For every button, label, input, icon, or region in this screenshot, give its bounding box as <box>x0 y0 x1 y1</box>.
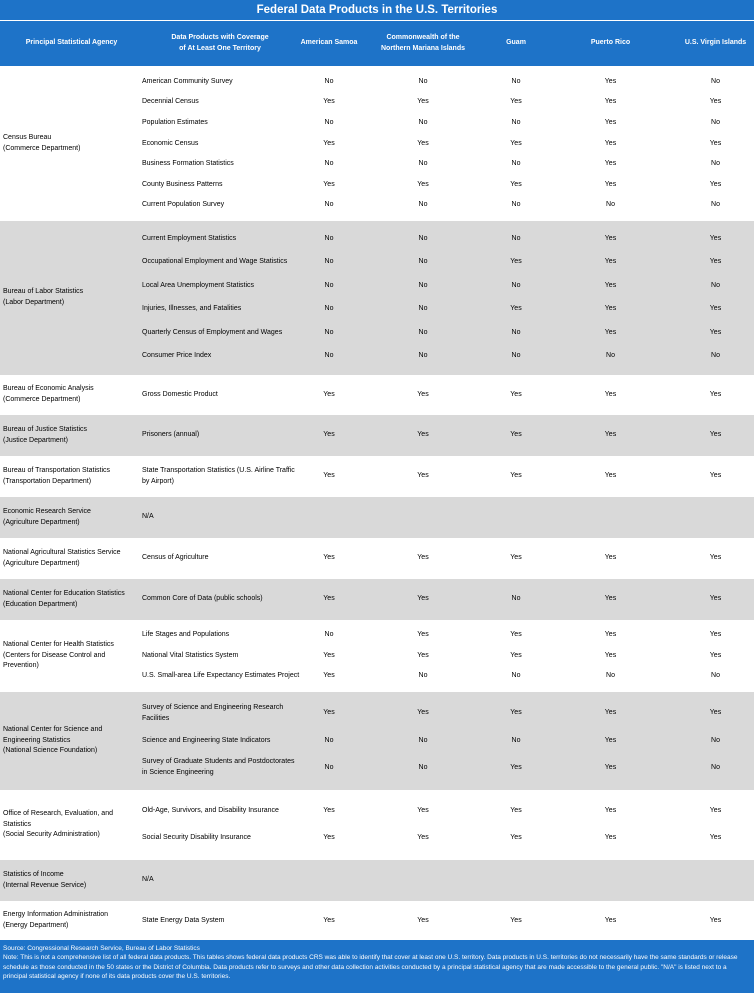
agency-group <box>0 456 754 497</box>
coverage-cell: Yes <box>510 763 522 771</box>
product-name: Population Estimates <box>142 118 208 126</box>
coverage-cell: No <box>711 160 720 168</box>
coverage-cell: Yes <box>709 807 722 815</box>
agency-name <box>0 790 140 860</box>
coverage-cell: Yes <box>604 709 617 717</box>
product-name: Decennial Census <box>142 98 199 106</box>
coverage-cell: Yes <box>417 651 429 659</box>
coverage-cell: Yes <box>417 807 429 815</box>
coverage-cell: No <box>606 201 615 209</box>
footer-source: Source: Congressional Research Service, Bureau of Labor Statistics <box>3 945 200 952</box>
coverage-cell: No <box>511 352 521 360</box>
table-row <box>140 351 754 362</box>
coverage-cell: Yes <box>510 258 522 266</box>
coverage-cell: No <box>324 201 334 209</box>
coverage-cell: No <box>418 281 428 289</box>
coverage-cell: Yes <box>323 651 335 659</box>
table-row <box>140 139 754 150</box>
coverage-cell: Yes <box>417 834 429 842</box>
agency-group <box>0 375 754 415</box>
agency-name-line: Statistics <box>3 820 32 828</box>
coverage-cell: No <box>324 118 334 126</box>
coverage-cell: No <box>711 352 720 360</box>
product-name: Local Area Unemployment Statistics <box>142 281 255 289</box>
coverage-cell: No <box>324 77 334 85</box>
agency-group <box>0 860 754 901</box>
product-name: State Transportation Statistics (U.S. Airline Traffic by Airport) <box>142 466 295 485</box>
agency-group <box>0 221 754 375</box>
agency-name-line: (Justice Department) <box>3 436 68 444</box>
coverage-cell: Yes <box>417 709 429 717</box>
agency-group <box>0 67 754 221</box>
agency-name <box>0 538 140 579</box>
agency-name-line: (Agriculture Department) <box>3 518 80 526</box>
agency-name-line: Bureau of Economic Analysis <box>3 385 94 393</box>
coverage-cell: Yes <box>604 431 617 439</box>
header-american-samoa: American Samoa <box>300 39 358 47</box>
coverage-cell: No <box>418 328 428 336</box>
coverage-cell: No <box>418 118 428 126</box>
product-name: Occupational Employment and Wage Statistics <box>142 258 288 266</box>
coverage-cell: Yes <box>323 98 335 106</box>
table-row <box>140 77 754 88</box>
agency-name-line: (Social Security Administration) <box>3 831 100 839</box>
coverage-cell: Yes <box>417 472 429 480</box>
coverage-cell: Yes <box>709 651 722 659</box>
header-cnmi: Commonwealth of the Northern Mariana Islands <box>380 34 466 52</box>
coverage-cell: No <box>511 328 521 336</box>
product-name: American Community Survey <box>142 77 233 85</box>
product-name: Science and Engineering State Indicators <box>142 736 271 744</box>
coverage-cell: Yes <box>709 709 722 717</box>
coverage-cell: Yes <box>709 305 722 313</box>
agency-name-line: (Education Department) <box>3 600 78 608</box>
coverage-cell: Yes <box>709 258 722 266</box>
product-name: Life Stages and Populations <box>142 630 230 638</box>
table-footer <box>0 940 754 993</box>
agency-group <box>0 620 754 692</box>
agency-name-line: (Commerce Department) <box>3 145 81 152</box>
product-name: Social Security Disability Insurance <box>142 834 251 842</box>
agency-name <box>0 692 140 790</box>
coverage-cell: Yes <box>323 834 335 842</box>
coverage-cell: No <box>711 736 720 744</box>
table-row <box>140 281 754 292</box>
coverage-cell: Yes <box>604 281 617 289</box>
agency-name-line: Energy Information Administration <box>3 911 109 919</box>
coverage-cell: No <box>711 118 720 126</box>
coverage-cell: No <box>511 234 521 242</box>
coverage-cell: Yes <box>510 709 522 717</box>
product-name: Survey of Science and Engineering Research Facilities <box>142 703 284 722</box>
table-row <box>140 304 754 315</box>
coverage-cell: Yes <box>510 180 522 188</box>
agency-name-line: (Agriculture Department) <box>3 559 80 567</box>
agency-name <box>0 901 140 941</box>
table-row <box>140 703 754 725</box>
coverage-cell: No <box>324 234 334 242</box>
coverage-cell: Yes <box>323 180 335 188</box>
agency-name <box>0 579 140 620</box>
coverage-cell: Yes <box>604 651 617 659</box>
coverage-cell: No <box>711 281 720 289</box>
header-guam: Guam <box>506 39 526 47</box>
coverage-cell: Yes <box>417 595 429 603</box>
coverage-cell: Yes <box>323 916 335 924</box>
table-row <box>140 430 754 441</box>
coverage-cell: Yes <box>709 180 722 188</box>
coverage-cell: Yes <box>709 390 722 398</box>
coverage-cell: No <box>511 281 521 289</box>
coverage-cell: Yes <box>604 807 617 815</box>
coverage-cell: Yes <box>323 807 335 815</box>
coverage-cell: No <box>511 77 521 85</box>
agency-name-line: (Labor Department) <box>3 299 65 306</box>
coverage-cell: Yes <box>709 834 722 842</box>
agency-name-line: (Centers for Disease Control and <box>3 651 106 659</box>
product-name: U.S. Small-area Life Expectancy Estimates Project <box>142 672 300 680</box>
coverage-cell: Yes <box>510 554 522 562</box>
table-row <box>140 234 754 245</box>
coverage-cell: No <box>418 234 428 242</box>
agency-name <box>0 221 140 375</box>
product-name: Business Formation Statistics <box>142 160 234 168</box>
coverage-cell: Yes <box>417 431 429 439</box>
coverage-cell: No <box>606 352 615 360</box>
coverage-cell: No <box>418 763 428 771</box>
header-us-virgin-islands: U.S. Virgin Islands <box>684 39 747 47</box>
coverage-cell: Yes <box>323 139 335 147</box>
agency-name-line: National Center for Health Statistics <box>3 640 114 648</box>
table-row <box>140 200 754 211</box>
coverage-cell: Yes <box>604 139 617 147</box>
coverage-cell: No <box>606 672 615 680</box>
coverage-cell: No <box>418 160 428 168</box>
coverage-cell: Yes <box>417 390 429 398</box>
coverage-cell: Yes <box>604 258 617 266</box>
coverage-cell: Yes <box>709 595 722 603</box>
table-row <box>140 118 754 129</box>
coverage-cell: No <box>418 672 428 680</box>
coverage-cell: Yes <box>323 709 335 717</box>
coverage-cell: Yes <box>604 834 617 842</box>
header-puerto-rico: Puerto Rico <box>590 39 631 47</box>
agency-group <box>0 579 754 620</box>
product-name: Prisoners (annual) <box>142 431 200 439</box>
product-name: Gross Domestic Product <box>142 390 218 398</box>
table-row <box>140 757 754 779</box>
coverage-cell: No <box>511 672 521 680</box>
coverage-cell: Yes <box>709 916 722 924</box>
coverage-cell: Yes <box>510 431 522 439</box>
agency-name-line: National Center for Science and <box>3 725 103 733</box>
coverage-cell: No <box>418 736 428 744</box>
agency-group <box>0 790 754 860</box>
coverage-cell: Yes <box>323 554 335 562</box>
coverage-cell: No <box>511 736 521 744</box>
product-name: Current Population Survey <box>142 201 225 209</box>
coverage-cell: Yes <box>323 672 335 680</box>
coverage-cell: No <box>324 736 334 744</box>
coverage-cell: No <box>511 160 521 168</box>
coverage-cell: No <box>324 763 334 771</box>
not-applicable-text: N/A <box>142 876 154 884</box>
agency-group <box>0 497 754 538</box>
coverage-cell: Yes <box>417 916 429 924</box>
coverage-cell: No <box>324 305 334 313</box>
coverage-cell: Yes <box>604 77 617 85</box>
coverage-cell: No <box>418 352 428 360</box>
product-name: Economic Census <box>142 139 199 147</box>
coverage-cell: No <box>711 763 720 771</box>
coverage-cell: Yes <box>709 554 722 562</box>
coverage-cell: Yes <box>417 98 429 106</box>
coverage-cell: Yes <box>604 160 617 168</box>
agency-name-line: Statistics of Income <box>3 870 64 878</box>
coverage-cell: Yes <box>709 472 722 480</box>
coverage-cell: Yes <box>510 390 522 398</box>
agency-name-line: Prevention) <box>3 662 39 670</box>
agency-name <box>0 456 140 497</box>
agency-group <box>0 415 754 456</box>
coverage-cell: Yes <box>510 651 522 659</box>
table-row <box>140 916 754 927</box>
table-row <box>140 594 754 605</box>
agency-name <box>0 497 140 538</box>
product-name: Census of Agriculture <box>142 554 209 562</box>
coverage-cell: Yes <box>323 390 335 398</box>
coverage-cell: Yes <box>709 431 722 439</box>
agency-name-line: National Center for Education Statistics <box>3 589 125 597</box>
table-row <box>140 97 754 108</box>
coverage-cell: No <box>324 328 334 336</box>
table-row <box>140 630 754 641</box>
coverage-cell: No <box>711 77 720 85</box>
coverage-cell: Yes <box>604 916 617 924</box>
coverage-cell: Yes <box>323 595 335 603</box>
coverage-cell: Yes <box>604 736 617 744</box>
table-row <box>140 466 754 488</box>
agency-name-line: Engineering Statistics <box>3 736 71 744</box>
product-name: National Vital Statistics System <box>142 651 239 659</box>
coverage-cell: Yes <box>510 305 522 313</box>
agency-name-line: Economic Research Service <box>3 507 91 515</box>
coverage-cell: No <box>324 352 334 360</box>
agency-name-line: (Commerce Department) <box>3 396 81 403</box>
agency-name-line: (Transportation Department) <box>3 477 92 485</box>
coverage-cell: Yes <box>604 630 617 638</box>
coverage-cell: Yes <box>709 139 722 147</box>
coverage-cell: Yes <box>417 139 429 147</box>
table-title: Federal Data Products in the U.S. Territories <box>0 0 754 20</box>
agency-name <box>0 860 140 901</box>
agency-name <box>0 415 140 456</box>
table-header <box>0 21 754 66</box>
agency-name <box>0 620 140 692</box>
coverage-cell: Yes <box>510 834 522 842</box>
footer-note: Note: This is not a comprehensive list of all federal data products. This tables shows federal data products CRS was able to identify that cover at least one U.S. territory. Data products in U.S. territories do not necessarily have the same standards or release schedule as those conducted in the 50 states or the District of Columbia. Data products refer to surveys and other data collection activities conducted by a principal statistical agency that are made accessible to the general public. "N/A" is listed next to a principal statistical agency if none of its data products cover the U.S. territories. <box>3 954 738 981</box>
product-name: State Energy Data System <box>142 916 225 924</box>
product-name: Current Employment Statistics <box>142 234 237 242</box>
table-row <box>140 328 754 339</box>
agency-group <box>0 692 754 790</box>
coverage-cell: No <box>418 201 428 209</box>
coverage-cell: Yes <box>417 180 429 188</box>
coverage-cell: Yes <box>604 98 617 106</box>
coverage-cell: No <box>418 77 428 85</box>
coverage-cell: No <box>418 258 428 266</box>
agency-name-line: National Agricultural Statistics Service <box>3 548 121 556</box>
product-name: Old-Age, Survivors, and Disability Insurance <box>142 807 279 815</box>
table-row <box>140 651 754 662</box>
coverage-cell: Yes <box>510 807 522 815</box>
header-products: Data Products with Coverage of At Least One Territory <box>171 34 269 52</box>
product-name: Consumer Price Index <box>142 352 212 360</box>
agency-group <box>0 538 754 579</box>
coverage-cell: No <box>324 160 334 168</box>
coverage-cell: No <box>711 201 720 209</box>
coverage-cell: Yes <box>604 763 617 771</box>
coverage-cell: Yes <box>604 554 617 562</box>
coverage-cell: No <box>511 595 521 603</box>
coverage-cell: No <box>511 201 521 209</box>
coverage-cell: Yes <box>417 554 429 562</box>
table-row <box>140 736 754 747</box>
coverage-cell: Yes <box>709 234 722 242</box>
coverage-cell: Yes <box>323 431 335 439</box>
agency-name-line: (Energy Department) <box>3 922 69 929</box>
table-row <box>140 833 754 844</box>
agency-name <box>0 67 140 221</box>
coverage-cell: Yes <box>709 630 722 638</box>
coverage-cell: Yes <box>709 328 722 336</box>
agency-name-line: Bureau of Justice Statistics <box>3 425 88 433</box>
coverage-cell: Yes <box>604 390 617 398</box>
agency-name-line: Office of Research, Evaluation, and <box>3 809 113 817</box>
coverage-cell: No <box>711 672 720 680</box>
agency-name-line: Bureau of Transportation Statistics <box>3 466 110 474</box>
agency-group <box>0 901 754 941</box>
coverage-cell: No <box>324 258 334 266</box>
table-row <box>140 257 754 268</box>
table-body <box>0 67 754 941</box>
agency-name-line: (Internal Revenue Service) <box>3 881 87 889</box>
coverage-cell: Yes <box>604 118 617 126</box>
table-row <box>140 553 754 564</box>
table-row <box>140 159 754 170</box>
coverage-cell: Yes <box>604 180 617 188</box>
coverage-cell: No <box>324 281 334 289</box>
agency-name <box>0 375 140 415</box>
coverage-cell: Yes <box>604 472 617 480</box>
product-name: Common Core of Data (public schools) <box>142 595 263 603</box>
coverage-cell: Yes <box>510 98 522 106</box>
agency-name-line: Census Bureau <box>3 134 52 142</box>
coverage-cell: Yes <box>323 472 335 480</box>
table-row <box>140 180 754 191</box>
product-name: County Business Patterns <box>142 180 223 188</box>
table-row <box>140 671 754 682</box>
coverage-cell: Yes <box>510 472 522 480</box>
agency-name-line: Bureau of Labor Statistics <box>3 288 84 296</box>
table-row <box>140 806 754 817</box>
coverage-cell: Yes <box>604 305 617 313</box>
coverage-cell: No <box>511 118 521 126</box>
coverage-cell: Yes <box>510 139 522 147</box>
coverage-cell: Yes <box>510 916 522 924</box>
coverage-cell: Yes <box>604 234 617 242</box>
coverage-cell: Yes <box>604 328 617 336</box>
coverage-cell: Yes <box>604 595 617 603</box>
coverage-cell: No <box>324 630 334 638</box>
product-name: Survey of Graduate Students and Postdoctorates in Science Engineering <box>142 758 295 777</box>
coverage-cell: No <box>418 305 428 313</box>
not-applicable-text: N/A <box>142 513 154 521</box>
table-row <box>140 390 754 401</box>
coverage-cell: Yes <box>709 98 722 106</box>
coverage-cell: Yes <box>417 630 429 638</box>
coverage-cell: Yes <box>510 630 522 638</box>
product-name: Injuries, Illnesses, and Fatalities <box>142 305 242 313</box>
agency-name-line: (National Science Foundation) <box>3 747 98 755</box>
product-name: Quarterly Census of Employment and Wages <box>142 328 283 336</box>
header-agency: Principal Statistical Agency <box>25 39 118 47</box>
